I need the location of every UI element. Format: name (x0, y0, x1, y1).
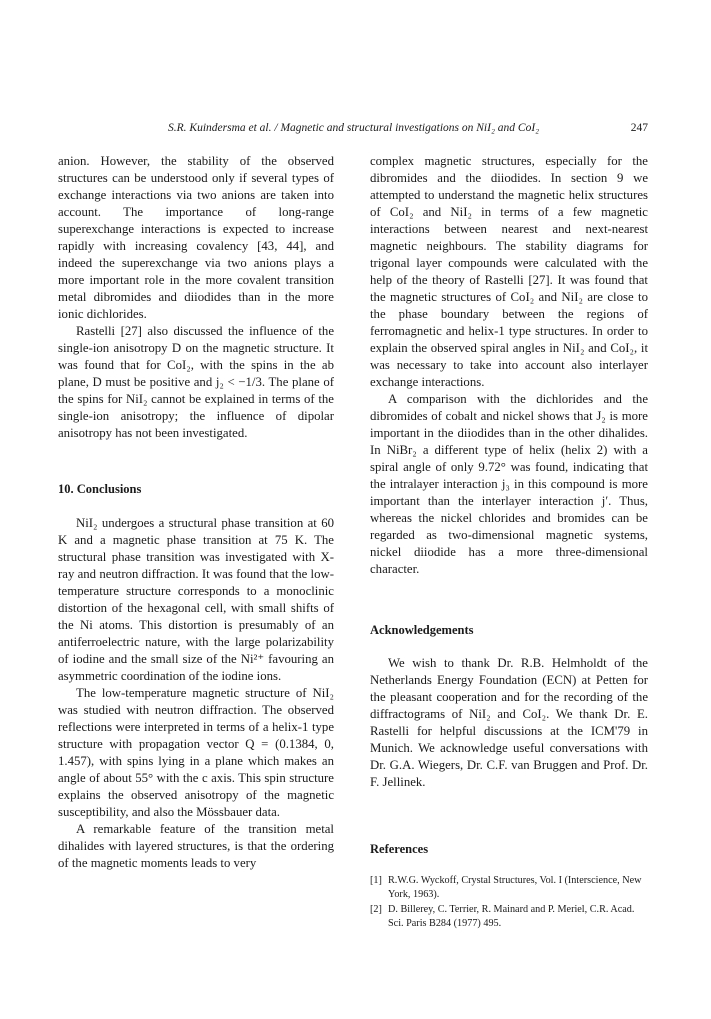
section-heading-acknowledgements: Acknowledgements (370, 623, 474, 637)
paragraph-magnetic-structure: The low-temperature magnetic structure of NiI₂ was studied with neutron diffraction. The observed reflections were interpreted in terms of a helix-1 type structure with propagation vector Q = (0.1384, 0, 1.457), with spins lying in a plane which makes an angle of about 55° with the c axis. This spin structure explains the observed anisotropy of the magnetic susceptibility, and also the Mössbauer data. (58, 686, 334, 819)
section-heading-conclusions: 10. Conclusions (58, 482, 142, 496)
reference-number: [2] (370, 904, 382, 915)
paragraph-phase-transition: NiI₂ undergoes a structural phase transition at 60 K and a magnetic phase transition at 75 K. The structural phase transition was investigated with X-ray and neutron diffraction. It was found that the low-temperature structure corresponds to a monoclinic distortion of the hexagonal cell, with small shifts of the Ni atoms. This distortion is presumably of an antiferroelectric nature, with the large polarizability of iodine and the small size of the Ni²⁺ favouring an asymmetric coordination of the iodine ions. (58, 516, 334, 683)
left-column (58, 153, 334, 872)
reference-item (370, 874, 648, 901)
paragraph-superexchange: anion. However, the stability of the observed structures can be understood only if several types of exchange interactions via two anions are taken into account. The importance of long-range superexchange interactions is expected to increase rapidly with increasing covalency [43, 44], and indeed the superexchange via two anions plays a more important role in the more covalent transition metal dibromides and diiodides than in the more ionic dichlorides. (58, 154, 334, 321)
paragraph-complex-structures: complex magnetic structures, especially for the dibromides and the diiodides. In section 9 we attempted to understand the magnetic helix structures of CoI₂ and NiI₂ in terms of a few magnetic interactions between nearest and next-nearest magnetic neighbours. The stability diagrams for trigonal layer compounds were calculated with the help of the theory of Rastelli [27]. It was found that the magnetic structures of CoI₂ and NiI₂ are close to the phase boundary between the regions of ferromagnetic and helix-1 type structures. In order to explain the observed spiral angles in NiI₂ and CoI₂, it was necessary to take into account also interlayer exchange interactions. (370, 154, 648, 389)
running-title: S.R. Kuindersma et al. / Magnetic and structural investigations on NiI₂ and CoI₂ (168, 122, 540, 134)
right-column (370, 153, 648, 932)
paragraph-comparison: A comparison with the dichlorides and the dibromides of cobalt and nickel shows that J₂ is more important in the diiodides than in the other dihalides. In NiBr₂ a different type of helix (helix 2) with a spiral angle of only 9.72° was found, indicating that the intralayer interaction j₃ in this compound is more important than the interlayer interaction j′. Thus, whereas the nickel chlorides and bromides can be regarded as two-dimensional magnetic systems, nickel diiodide has a more three-dimensional character. (370, 392, 648, 576)
paragraph-remarkable-feature: A remarkable feature of the transition metal dihalides with layered structures, is that the ordering of the magnetic moments leads to very (58, 822, 334, 870)
reference-list (370, 874, 648, 930)
reference-number: [1] (370, 875, 382, 886)
section-heading-references: References (370, 842, 429, 856)
paragraph-rastelli-anisotropy: Rastelli [27] also discussed the influence of the single-ion anisotropy D on the magnetic structure. It was found that for CoI₂, with the spins in the ab plane, D must be positive and j₂ < −1/3. The plane of the spins for NiI₂ cannot be explained in terms of the single-ion anisotropy; the influence of dipolar anisotropy has not been investigated. (58, 324, 334, 440)
running-header (58, 122, 648, 140)
reference-text: D. Billerey, C. Terrier, R. Mainard and P. Meriel, C.R. Acad. Sci. Paris B284 (1977) 495. (388, 904, 635, 929)
reference-text: R.W.G. Wyckoff, Crystal Structures, Vol. I (Interscience, New York, 1963). (388, 875, 642, 900)
reference-item (370, 903, 648, 930)
page-number: 247 (630, 122, 648, 134)
paragraph-acknowledgements: We wish to thank Dr. R.B. Helmholdt of the Netherlands Energy Foundation (ECN) at Petten for the pleasant cooperation and for the recording of the diffractograms of NiI₂ and CoI₂. We thank Dr. E. Rastelli for helpful discussions at the ICM'79 in Munich. We acknowledge useful conversations with Dr. G.A. Wiegers, Dr. C.F. van Bruggen and Prof. Dr. F. Jellinek. (370, 656, 648, 789)
